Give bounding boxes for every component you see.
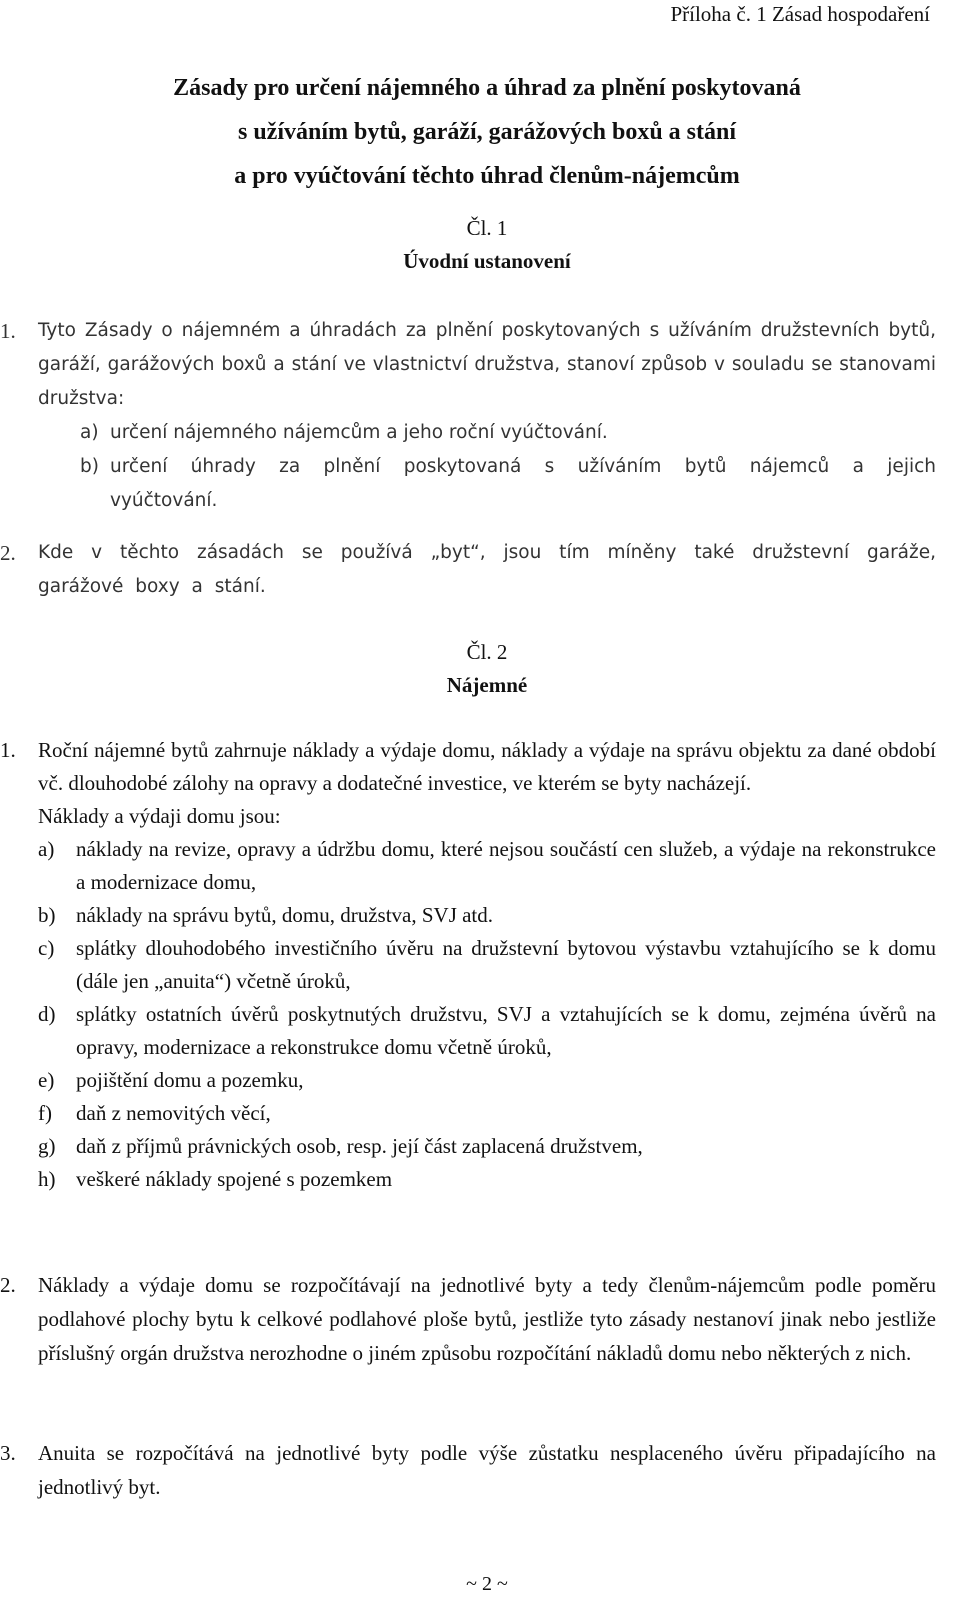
list-item-text: splátky dlouhodobého investičního úvěru na družstevní bytovou výstavbu vztahujícího se k domu (dále jen „anuita“) včetně úroků, <box>76 936 936 993</box>
list-item <box>38 833 936 899</box>
list-item-label: g) <box>38 1134 56 1158</box>
paragraph-text: Náklady a výdaje domu se rozpočítávají na jednotlivé byty a tedy členům-nájemcům podle poměru podlahové plochy bytu k celkové podlahové ploše bytů, jestliže tyto zásady nestanoví jinak nebo jestliže příslušný orgán družstva nerozhodne o jiném způsobu rozpočítání nákladů domu nebo některých z nich. <box>38 1273 936 1365</box>
paragraph-number: 1. <box>0 319 16 343</box>
list-item-text: určení nájemného nájemcům a jeho roční vyúčtování. <box>110 422 608 443</box>
list-item <box>38 450 936 518</box>
article-2-paragraph-1 <box>0 734 936 1196</box>
list-item <box>38 416 936 450</box>
article-2-heading <box>38 636 936 702</box>
paragraph-text: Kde v těchto zásadách se používá „byt“, jsou tím míněny také družstevní garáže, garážové boxy a stání. <box>38 542 936 597</box>
list-item-text: určení úhrady za plnění poskytovaná s užíváním bytů nájemců a jejich vyúčtování. <box>110 456 936 511</box>
list-item-text: daň z příjmů právnických osob, resp. její část zaplacená družstvem, <box>76 1134 643 1158</box>
list-item-label: a) <box>38 837 55 861</box>
article-number: Čl. 2 <box>466 640 508 664</box>
list-item-label: f) <box>38 1101 52 1125</box>
list-item-label: b) <box>38 903 56 927</box>
list-item-label: h) <box>38 1167 56 1191</box>
document-title <box>38 66 936 198</box>
list-item-text: náklady na revize, opravy a údržbu domu, které nejsou součástí cen služeb, a výdaje na rekonstrukce a modernizace domu, <box>76 837 936 894</box>
article-title: Nájemné <box>446 673 528 697</box>
article-number: Čl. 1 <box>466 216 508 240</box>
list-item <box>38 1064 936 1097</box>
list-item-label: c) <box>38 936 55 960</box>
list-item-label: d) <box>38 1002 56 1026</box>
paragraph-number: 2. <box>0 1273 16 1297</box>
paragraph-number: 1. <box>0 738 16 762</box>
title-line: a pro vyúčtování těchto úhrad členům-nájemcům <box>234 163 740 189</box>
paragraph-number: 2. <box>0 541 16 565</box>
list-item <box>38 1163 936 1196</box>
list-item <box>38 899 936 932</box>
paragraph-text: Anuita se rozpočítává na jednotlivé byty podle výše zůstatku nesplaceného úvěru připadajícího na jednotlivý byt. <box>38 1441 936 1499</box>
list-item-text: náklady na správu bytů, domu, družstva, SVJ atd. <box>76 903 494 927</box>
list-item-label: b) <box>80 456 99 477</box>
list-item-text: pojištění domu a pozemku, <box>76 1068 304 1092</box>
article-2-paragraph-3 <box>0 1436 936 1504</box>
title-line: s užíváním bytů, garáží, garážových boxů a stání <box>237 119 737 145</box>
list-item-text: daň z nemovitých věcí, <box>76 1101 271 1125</box>
list-item <box>38 932 936 998</box>
paragraph-text: Tyto Zásady o nájemném a úhradách za plnění poskytovaných s užíváním družstevních bytů, garáží, garážových boxů a stání ve vlastnictví družstva, stanoví způsob v souladu se stanovami družstva: <box>38 320 936 409</box>
list-item <box>38 1130 936 1163</box>
list-item-text: splátky ostatních úvěrů poskytnutých družstvu, SVJ a vztahujících se k domu, zejména úvěrů na opravy, modernizace a rekonstrukce domu včetně úroků, <box>76 1002 936 1059</box>
list-item-text: veškeré náklady spojené s pozemkem <box>76 1167 393 1191</box>
article-1-paragraph-2 <box>0 536 936 604</box>
article-1-paragraph-1 <box>0 314 936 518</box>
list-item <box>38 998 936 1064</box>
page-number: ~ 2 ~ <box>466 1573 508 1595</box>
list-item-label: e) <box>38 1068 55 1092</box>
list-intro: Náklady a výdaji domu jsou: <box>38 804 281 828</box>
article-1-heading <box>38 212 936 278</box>
list-item <box>38 1097 936 1130</box>
article-2-paragraph-2 <box>0 1268 936 1370</box>
annex-label: Příloha č. 1 Zásad hospodaření <box>670 2 930 26</box>
list-item-label: a) <box>80 422 99 443</box>
article-title: Úvodní ustanovení <box>403 249 571 273</box>
paragraph-number: 3. <box>0 1441 16 1465</box>
title-line: Zásady pro určení nájemného a úhrad za plnění poskytovaná <box>173 75 801 101</box>
paragraph-text: Roční nájemné bytů zahrnuje náklady a výdaje domu, náklady a výdaje na správu objektu za dané období vč. dlouhodobé zálohy na opravy a dodatečné investice, ve kterém se byty nacházejí. <box>38 738 936 795</box>
